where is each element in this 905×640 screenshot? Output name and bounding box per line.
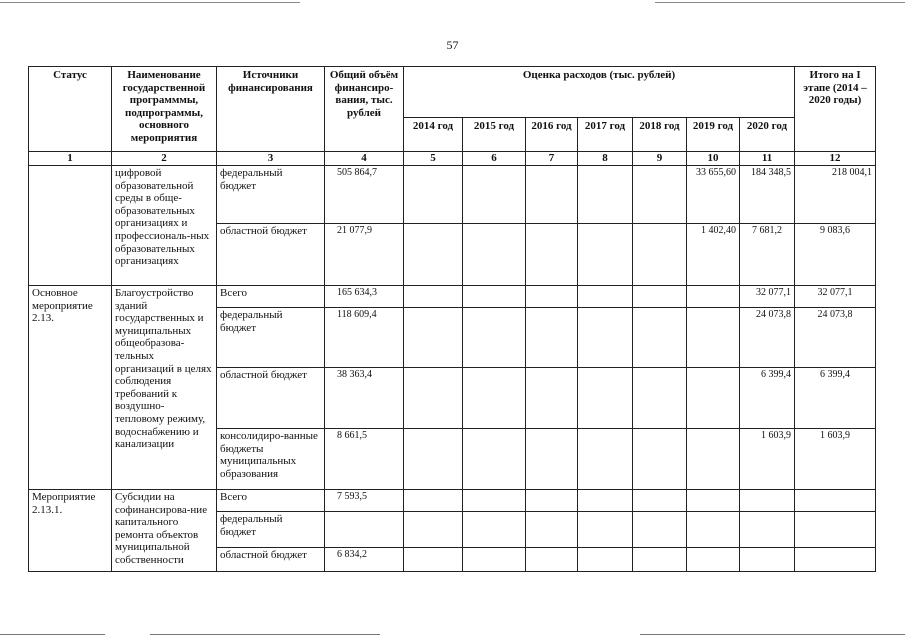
stage-total-cell: 9 083,6 [795, 224, 876, 286]
total-cell: 118 609,4 [325, 308, 404, 368]
header-year-2020: 2020 год [740, 118, 795, 152]
year-cell [463, 224, 526, 286]
status-cell: Мероприятие 2.13.1. [29, 490, 112, 572]
total-cell: 165 634,3 [325, 286, 404, 308]
year-cell [404, 429, 463, 490]
year-cell [404, 308, 463, 368]
year-cell [463, 512, 526, 548]
column-number: 5 [404, 152, 463, 166]
year-cell [463, 429, 526, 490]
source-cell: областной бюджет [217, 368, 325, 429]
year-cell [526, 224, 578, 286]
header-year-2019: 2019 год [687, 118, 740, 152]
year-2020-cell: 32 077,1 [740, 286, 795, 308]
total-cell: 505 864,7 [325, 166, 404, 224]
stage-total-cell: 1 603,9 [795, 429, 876, 490]
stage-total-cell [795, 548, 876, 572]
column-number: 2 [112, 152, 217, 166]
header-row-main [29, 67, 876, 118]
year-2019-cell [687, 490, 740, 512]
top-rule-left [0, 2, 300, 3]
column-number: 4 [325, 152, 404, 166]
year-cell [578, 308, 633, 368]
year-cell [578, 548, 633, 572]
year-cell [633, 429, 687, 490]
column-number: 9 [633, 152, 687, 166]
year-cell [463, 308, 526, 368]
year-cell [578, 224, 633, 286]
status-cell [29, 166, 112, 286]
header-status: Статус [29, 67, 112, 152]
stage-total-cell: 6 399,4 [795, 368, 876, 429]
total-cell: 38 363,4 [325, 368, 404, 429]
top-rule-right [655, 2, 905, 3]
year-cell [633, 308, 687, 368]
year-cell [578, 490, 633, 512]
year-cell [526, 308, 578, 368]
year-2020-cell [740, 548, 795, 572]
expenditure-table [28, 66, 876, 572]
year-cell [578, 429, 633, 490]
source-cell: федеральный бюджет [217, 166, 325, 224]
total-cell: 21 077,9 [325, 224, 404, 286]
bottom-rule-right [640, 634, 905, 635]
year-2020-cell: 184 348,5 [740, 166, 795, 224]
header-stage-total: Итого на I этапе (2014 – 2020 годы) [795, 67, 876, 152]
year-cell [463, 166, 526, 224]
header-sources: Источники финансирования [217, 67, 325, 152]
year-cell [463, 548, 526, 572]
stage-total-cell [795, 490, 876, 512]
column-number: 6 [463, 152, 526, 166]
year-2020-cell: 6 399,4 [740, 368, 795, 429]
header-year-2017: 2017 год [578, 118, 633, 152]
total-cell: 6 834,2 [325, 548, 404, 572]
year-cell [404, 224, 463, 286]
header-year-2016: 2016 год [526, 118, 578, 152]
status-cell: Основное мероприятие 2.13. [29, 286, 112, 490]
page-number: 57 [446, 38, 459, 52]
year-cell [463, 490, 526, 512]
total-cell: 8 661,5 [325, 429, 404, 490]
year-cell [404, 548, 463, 572]
year-cell [633, 166, 687, 224]
name-cell: Благоустройство зданий государственных и муниципальных общеобразова-тельных организаций в целях соблюдения требований к воздушно-тепловому режиму, водоснабжению и канализации [112, 286, 217, 490]
source-cell: консолидиро-ванные бюджеты муниципальных образования [217, 429, 325, 490]
total-cell [325, 512, 404, 548]
year-cell [526, 548, 578, 572]
bottom-rule-mid [150, 634, 380, 635]
year-cell [404, 166, 463, 224]
source-cell: Всего [217, 286, 325, 308]
table-row [29, 286, 876, 308]
table-row [29, 490, 876, 512]
header-total: Общий объём финансиро-вания, тыс. рублей [325, 67, 404, 152]
source-cell: областной бюджет [217, 224, 325, 286]
column-number-row [29, 152, 876, 166]
year-2020-cell [740, 490, 795, 512]
year-cell [526, 512, 578, 548]
year-cell [526, 166, 578, 224]
header-year-2014: 2014 год [404, 118, 463, 152]
year-cell [526, 368, 578, 429]
year-cell [633, 512, 687, 548]
year-cell [633, 224, 687, 286]
column-number: 8 [578, 152, 633, 166]
year-2019-cell [687, 512, 740, 548]
column-number: 1 [29, 152, 112, 166]
name-cell: цифровой образовательной среды в обще-образовательных организациях и профессиональ-ных образовательных организациях [112, 166, 217, 286]
year-cell [578, 286, 633, 308]
year-2019-cell: 33 655,60 [687, 166, 740, 224]
year-cell [633, 286, 687, 308]
header-name: Наименование государственной программмы, подпрограммы, основного мероприятия [112, 67, 217, 152]
column-number: 11 [740, 152, 795, 166]
source-cell: федеральный бюджет [217, 512, 325, 548]
year-cell [463, 368, 526, 429]
header-year-2018: 2018 год [633, 118, 687, 152]
source-cell: областной бюджет [217, 548, 325, 572]
stage-total-cell [795, 512, 876, 548]
source-cell: федеральный бюджет [217, 308, 325, 368]
column-number: 7 [526, 152, 578, 166]
bottom-rule-left [0, 634, 105, 635]
year-cell [578, 512, 633, 548]
year-cell [578, 166, 633, 224]
year-cell [404, 512, 463, 548]
column-number: 10 [687, 152, 740, 166]
year-cell [578, 368, 633, 429]
total-cell: 7 593,5 [325, 490, 404, 512]
year-2019-cell: 1 402,40 [687, 224, 740, 286]
year-2020-cell: 7 681,2 [740, 224, 795, 286]
year-cell [633, 548, 687, 572]
year-cell [633, 368, 687, 429]
year-2019-cell [687, 286, 740, 308]
name-cell: Субсидии на софинансирова-ние капитального ремонта объектов муниципальной собственности [112, 490, 217, 572]
year-cell [404, 490, 463, 512]
source-cell: Всего [217, 490, 325, 512]
year-2019-cell [687, 548, 740, 572]
column-number: 12 [795, 152, 876, 166]
header-estimate: Оценка расходов (тыс. рублей) [404, 67, 795, 118]
year-cell [526, 429, 578, 490]
year-2019-cell [687, 308, 740, 368]
year-2019-cell [687, 368, 740, 429]
stage-total-cell: 24 073,8 [795, 308, 876, 368]
year-cell [633, 490, 687, 512]
year-cell [526, 286, 578, 308]
header-year-2015: 2015 год [463, 118, 526, 152]
stage-total-cell: 32 077,1 [795, 286, 876, 308]
year-2019-cell [687, 429, 740, 490]
year-cell [463, 286, 526, 308]
year-cell [404, 286, 463, 308]
year-cell [526, 490, 578, 512]
table-row [29, 166, 876, 224]
year-2020-cell [740, 512, 795, 548]
stage-total-cell: 218 004,1 [795, 166, 876, 224]
year-cell [404, 368, 463, 429]
column-number: 3 [217, 152, 325, 166]
year-2020-cell: 24 073,8 [740, 308, 795, 368]
year-2020-cell: 1 603,9 [740, 429, 795, 490]
